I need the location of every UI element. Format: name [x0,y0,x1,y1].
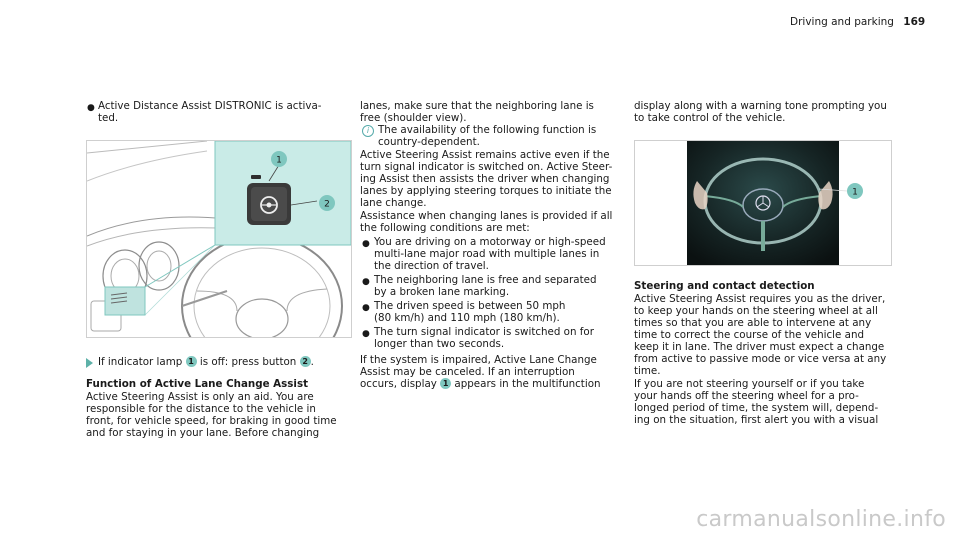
col1-para-line: front, for vehicle speed, for braking in good time [86,415,337,427]
figure-callout-1: 1 [852,187,858,198]
steering-wheel-figure [634,140,892,266]
col1-bullet-line2: ted. [98,112,119,124]
col2-para-line: lanes by applying steering torques to initiate the [360,185,612,197]
condition-line: multi-lane major road with multiple lanes in [374,248,600,260]
col3-para-line: times so that you are able to intervene at any [634,317,872,329]
watermark: carmanualsonline.info [696,507,946,533]
bullet-icon: ● [362,239,370,249]
figure-callout-2: 2 [324,199,330,210]
instruction-arrow-icon [86,358,93,368]
col2-para-line: Assist may be canceled. If an interruption [360,366,575,378]
bullet-icon: ● [87,103,95,113]
condition-line: The turn signal indicator is switched on for [374,326,594,338]
col3-para-line: longed period of time, the system will, depend- [634,402,879,414]
col2-text-pre: occurs, display [360,378,437,390]
instruction-text-end: . [310,356,314,368]
instruction-line [98,356,314,369]
col2-para-line: If the system is impaired, Active Lane Change [360,354,597,366]
col2-para-line: Active Steering Assist remains active even if the [360,149,610,161]
col3-para-line: ing on the situation, first alert you with a visual [634,414,879,426]
col2-text-post: appears in the multifunction [454,378,601,390]
section-title: Driving and parking [790,16,894,28]
callout-badge-1: 1 [440,378,451,389]
col3-para-line: your hands off the steering wheel for a pro- [634,390,859,402]
col3-para-line: Active Steering Assist requires you as the driver, [634,293,886,305]
bullet-icon: ● [362,329,370,339]
col3-para-line: time. [634,365,661,377]
instruction-text-a: If indicator lamp [98,356,183,368]
col3-para-line: from active to passive mode or vice versa at any [634,353,887,365]
condition-line: by a broken lane marking. [374,286,510,298]
bullet-icon: ● [362,303,370,313]
steering-wheel-illustration [635,141,891,265]
col2-para-line [360,378,601,391]
section-heading-lane-change: Function of Active Lane Change Assist [86,378,308,390]
callout-badge-1: 1 [186,356,197,367]
col1-para-line: Active Steering Assist is only an aid. You are [86,391,314,403]
condition-line: the direction of travel. [374,260,489,272]
condition-line: The neighboring lane is free and separated [374,274,597,286]
condition-line: The driven speed is between 50 mph [374,300,566,312]
col3-para-line: display along with a warning tone prompting you [634,100,887,112]
page-number: 169 [903,16,926,28]
col3-para-line: time to correct the course of the vehicle and [634,329,865,341]
col1-bullet-line1: Active Distance Assist DISTRONIC is activa- [98,100,322,112]
info-note-line: country-dependent. [378,136,480,148]
condition-line: You are driving on a motorway or high-speed [374,236,606,248]
condition-line: longer than two seconds. [374,338,505,350]
page-header [790,16,930,30]
col3-para-line: If you are not steering yourself or if you take [634,378,865,390]
col3-para-line: to keep your hands on the steering wheel at all [634,305,878,317]
info-icon: i [362,125,374,137]
instruction-text-b: is off: press button [199,356,297,368]
col3-para-line: keep it in lane. The driver must expect a change [634,341,885,353]
bullet-icon: ● [362,277,370,287]
col2-para-line: Assistance when changing lanes is provided if all [360,210,613,222]
col2-para-line: the following conditions are met: [360,222,530,234]
col2-para-line: lanes, make sure that the neighboring lane is [360,100,594,112]
col3-para-line: to take control of the vehicle. [634,112,786,124]
cockpit-figure [86,140,352,338]
col2-para-line: free (shoulder view). [360,112,467,124]
col2-para-line: ing Assist then assists the driver when changing [360,173,610,185]
callout-badge-2: 2 [300,356,311,367]
col2-para-line: lane change. [360,197,427,209]
cockpit-illustration [87,141,351,337]
figure-callout-1: 1 [276,155,282,166]
condition-line: (80 km/h) and 110 mph (180 km/h). [374,312,560,324]
col1-para-line: responsible for the distance to the vehicle in [86,403,316,415]
col2-para-line: turn signal indicator is switched on. Active Steer- [360,161,613,173]
col1-para-line: and for staying in your lane. Before changing [86,427,320,439]
info-note-line: The availability of the following function is [378,124,597,136]
section-heading-steering-contact: Steering and contact detection [634,280,815,292]
